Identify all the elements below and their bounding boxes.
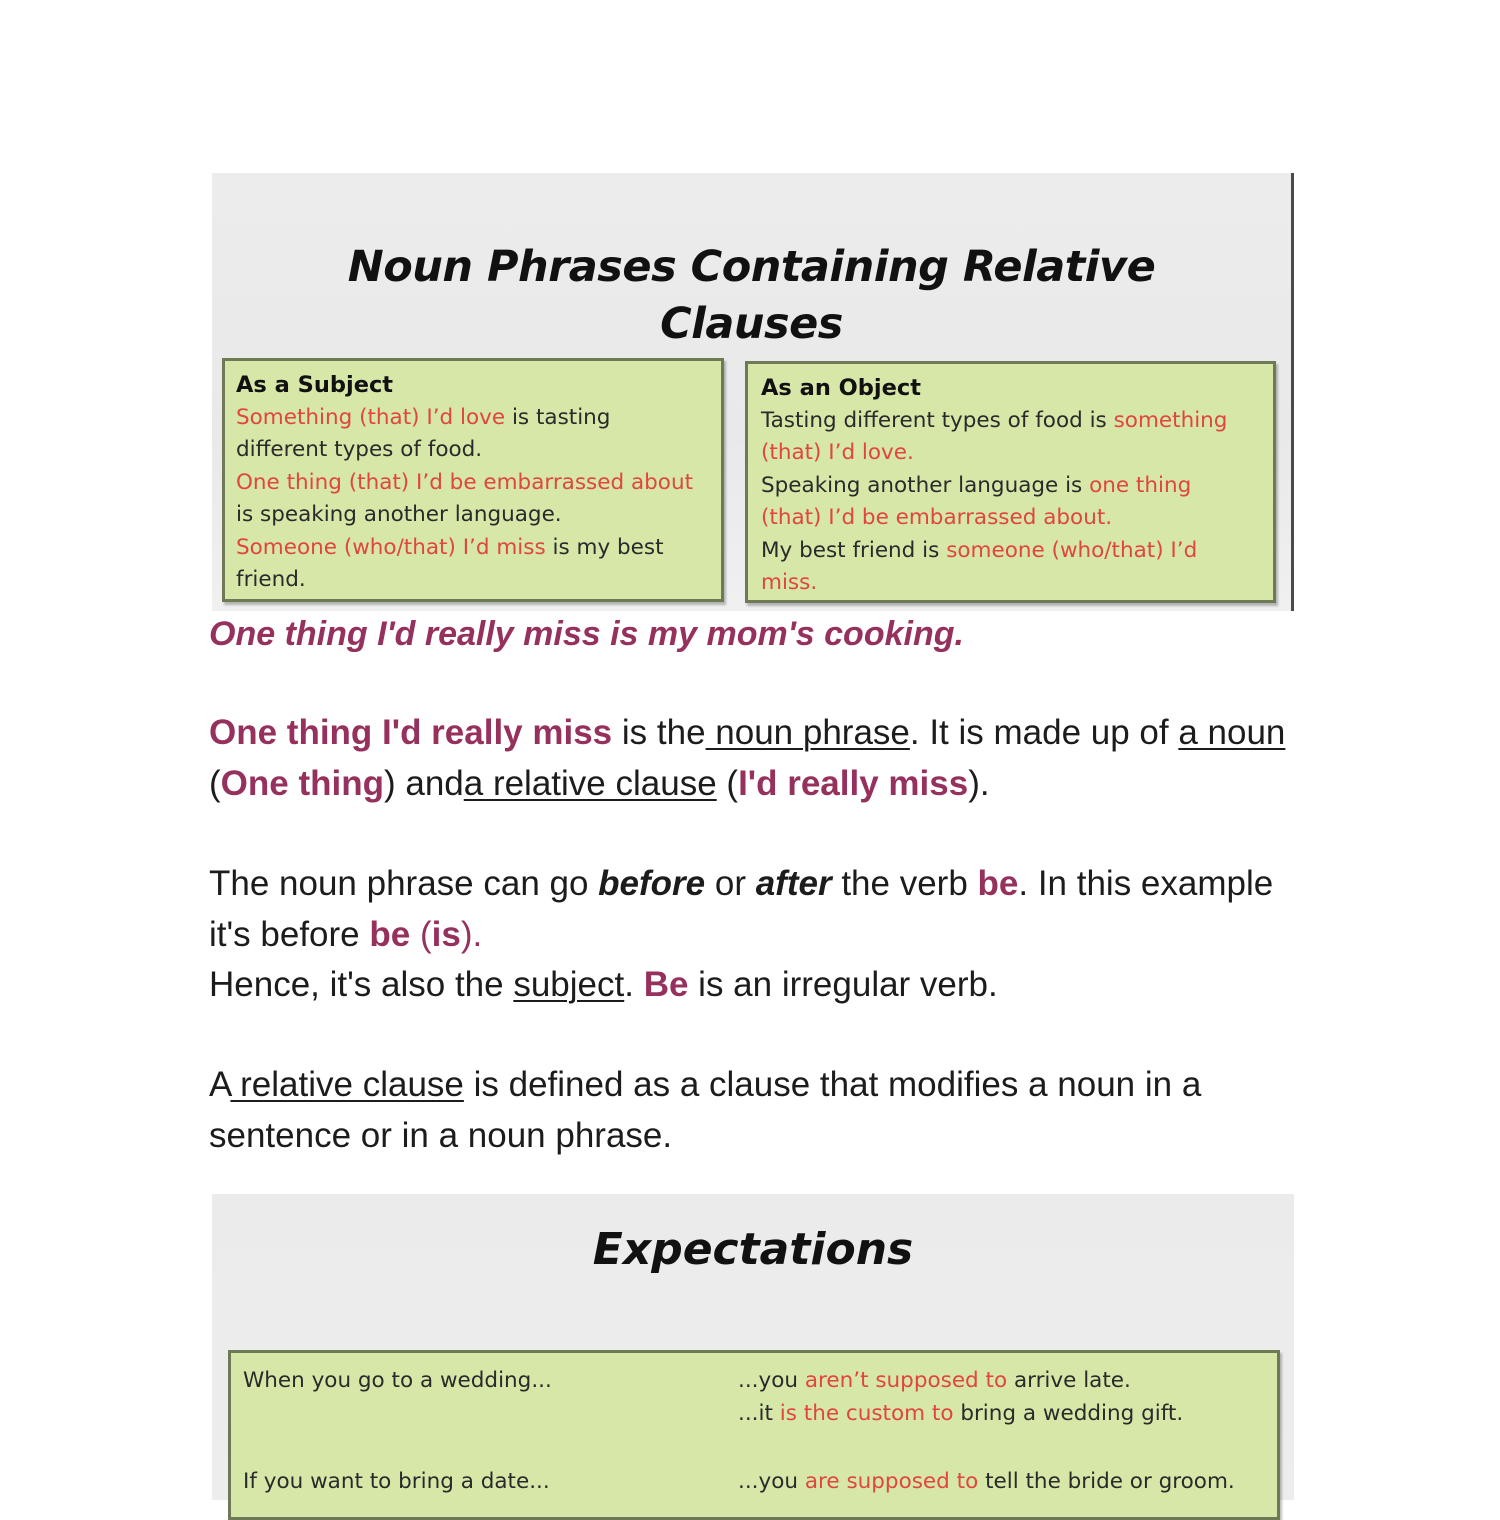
noun-phrases-slide-image — [212, 173, 1294, 611]
object-line: miss. — [761, 570, 818, 595]
expectation-result: ...you are supposed to tell the bride or groom. — [738, 1469, 1235, 1494]
expectation-situation: If you want to bring a date... — [243, 1469, 550, 1494]
object-line: Tasting different types of food is something — [761, 407, 1228, 433]
object-line: (that) I’d love. — [761, 440, 914, 465]
expectation-result: ...you aren’t supposed to arrive late. ...it is the custom to bring a wedding gift. — [738, 1368, 1184, 1426]
slide-title: Noun Phrases Containing Relative Clauses — [347, 242, 1156, 349]
object-example-box — [745, 361, 1276, 603]
object-box-heading: As an Object — [761, 375, 921, 401]
subject-line: different types of food. — [236, 437, 483, 462]
object-line: (that) I’d be embarrassed about. — [761, 505, 1113, 530]
paragraph-noun-phrase: One thing I'd really miss is the noun phrase. It is made up of a noun (One thing) anda relative clause (I'd really miss). — [209, 713, 1286, 803]
paragraph-verb-be: The noun phrase can go before or after the verb be. In this example it's before be (is). Hence, it's also the subject. Be is an irregular verb. — [209, 864, 1274, 1004]
object-line: My best friend is someone (who/that) I’d — [761, 537, 1198, 563]
paragraph-relative-clause-definition: A relative clause is defined as a clause that modifies a noun in a sentence or in a noun phrase. — [209, 1065, 1202, 1155]
subject-line: friend. — [236, 567, 306, 592]
expectations-slide-image — [212, 1194, 1294, 1500]
subject-example-box — [222, 358, 724, 602]
subject-line: Someone (who/that) I’d miss is my best — [236, 534, 664, 560]
subject-line: One thing (that) I’d be embarrassed about — [236, 469, 694, 495]
expectation-situation: When you go to a wedding... — [243, 1368, 552, 1393]
subject-line: is speaking another language. — [236, 502, 562, 527]
slide-title: Expectations — [592, 1224, 914, 1275]
example-sentence: One thing I'd really miss is my mom's cooking. — [209, 615, 964, 653]
subject-box-heading: As a Subject — [236, 372, 394, 398]
expectations-box — [228, 1350, 1280, 1520]
object-line: Speaking another language is one thing — [761, 472, 1192, 498]
subject-line: Something (that) I’d love is tasting — [236, 404, 611, 430]
